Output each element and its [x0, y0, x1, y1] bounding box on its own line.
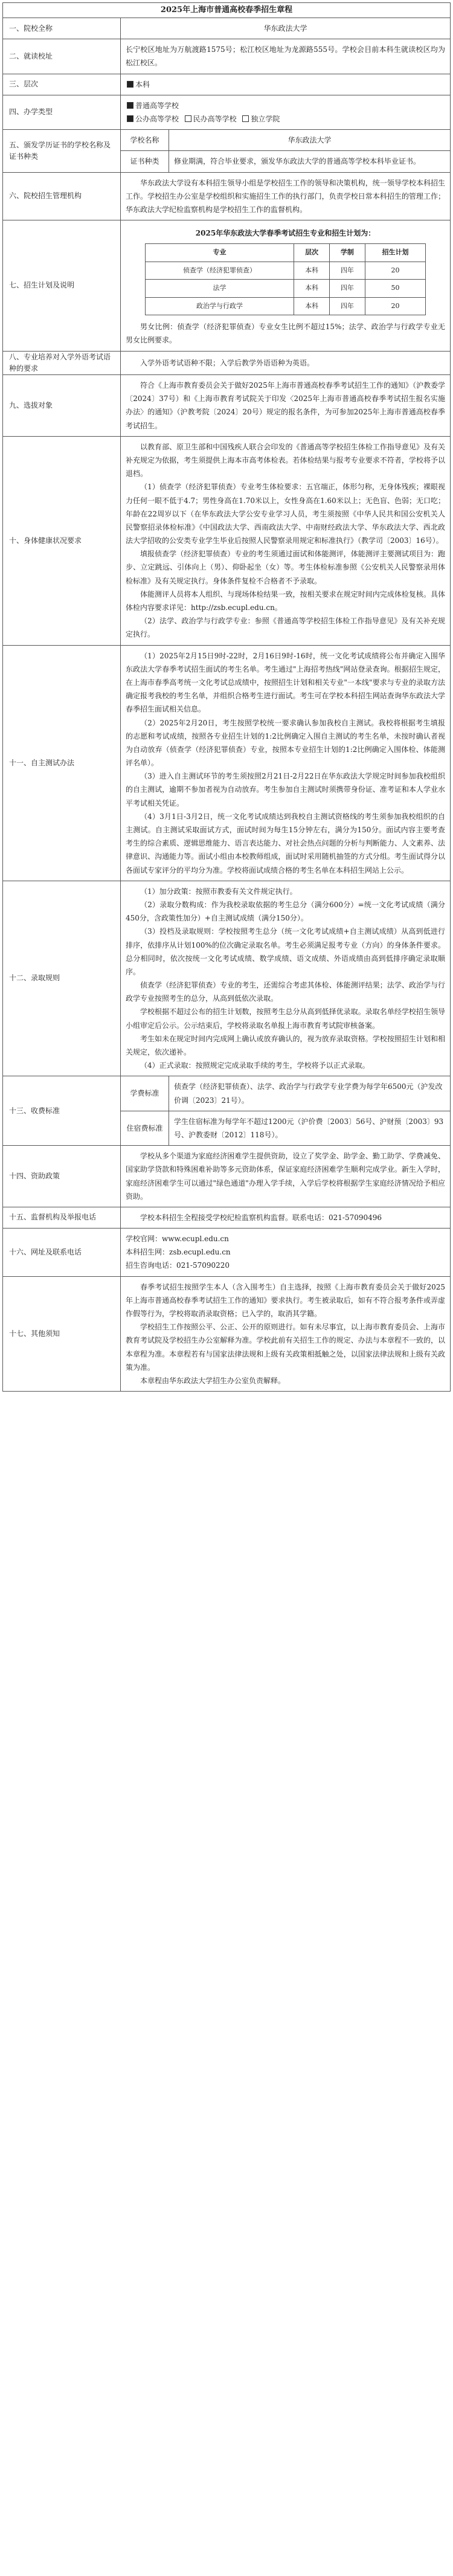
row-certificate [3, 130, 450, 172]
value-selftest [121, 646, 450, 881]
value-supervise [121, 1207, 450, 1228]
other-p3: 本章程由华东政法大学招生办公室负责解释。 [140, 1376, 286, 1385]
value-location [121, 39, 450, 73]
plan-cell: 四年 [329, 297, 365, 315]
table-row [145, 280, 426, 298]
plan-cell: 20 [365, 262, 426, 280]
label-type: 四、办学类型 [3, 95, 121, 129]
label-selftest: 十一、自主测试办法 [3, 646, 121, 881]
checkbox-empty-icon [185, 115, 191, 122]
admission-p2: （2）录取分数构成：作为我校录取依据的考生总分（满分600分）=统一文化考试成绩（满分450分，含政策性加分）+自主测试成绩（满分150分）。 [126, 900, 445, 923]
health-p1: 以教育部、原卫生部和中国残疾人联合会印发的《普通高等学校招生体检工作指导意见》及有关补充规定为依据，考生须提供上海本市高考体检表。若体检结果与报考专业要求不符者，学校将予以退档。 [126, 442, 445, 478]
value-admission [121, 881, 450, 1076]
type-opt3: 民办高等学校 [193, 114, 237, 123]
admin-text: 华东政法大学设有本科招生领导小组是学校招生工作的领导和决策机构，统一领导学校本科招生工作。学校招生办公室是学校组织和实施招生工作的执行部门，负责学校日常本科招生的管理工作；华东政法大学纪检监察机构是学校招生工作的监督机构。 [126, 178, 445, 214]
label-admin: 六、院校招生管理机构 [3, 173, 121, 220]
plan-cell: 法学 [145, 280, 294, 298]
label-aid: 十四、资助政策 [3, 1146, 121, 1207]
selftest-p3: （3）进入自主测试环节的考生须按照2月21日-2月22日在华东政法大学规定时间参加我校组织的自主测试，逾期不参加者视为自动放弃。考生参加自主测试时须携带身份证、准考证和本人学业水平考试相关凭证。 [126, 772, 445, 808]
health-p4: 体能测评人员将本人组织、与现场体检结果一致，按相关要求在规定时间内完成体检复核。具体体检内容要求详见：http://zsb.ecupl.edu.cn。 [126, 589, 445, 612]
plan-header-cell: 学制 [329, 244, 365, 262]
label-school-name: 一、院校全称 [3, 18, 121, 39]
value-fees [121, 1076, 450, 1145]
table-row [145, 262, 426, 280]
cert-kind-value: 修业期满，符合毕业要求，颁发华东政法大学的普通高等学校本科毕业证书。 [174, 157, 421, 166]
plan-cell: 四年 [329, 280, 365, 298]
selftest-p4: （4）3月1日-3月2日，统一文化考试成绩达到我校自主测试资格线的考生须参加我校组织的自主测试。自主测试采取面试方式，面试时间为每生15分钟左右，满分为150分。面试内容主要考查考生的综合素质、逻辑思维能力、语言表达能力、对社会热点问题的分析与判断能力、人文素养、法律意识、沟通能力等。面试小组由本校教师组成，面试时采用随机抽签的方式分组。考生面试得分以各面试专家评分的平均分为准。学校将面试成绩合格的考生名单在本科招生网站上公示。 [126, 812, 445, 875]
label-supervise: 十五、监督机构及举报电话 [3, 1207, 121, 1228]
value-type [121, 95, 450, 129]
row-school-name [3, 18, 450, 39]
label-health: 十、身体健康状况要求 [3, 437, 121, 645]
supervise-text: 学校本科招生全程接受学校纪检监察机构监督。联系电话：021-57090496 [140, 1213, 382, 1222]
plan-cell: 侦查学（经济犯罪侦查） [145, 262, 294, 280]
label-location: 二、就读校址 [3, 39, 121, 73]
row-supervise [3, 1207, 450, 1229]
lodging-label: 住宿费标准 [121, 1111, 169, 1145]
type-opt1: 普通高等学校 [135, 101, 179, 110]
plan-cell: 20 [365, 297, 426, 315]
lodging-value: 学生住宿标准为每学年不超过1200元（沪价费〔2003〕56号、沪财预〔2003〕93号、沪教委财〔2012〕118号）。 [174, 1117, 444, 1139]
row-contact [3, 1229, 450, 1277]
plan-cell: 50 [365, 280, 426, 298]
plan-cell: 本科 [294, 262, 330, 280]
row-plan [3, 220, 450, 352]
plan-table [145, 243, 426, 315]
plan-cell: 本科 [294, 280, 330, 298]
label-fees: 十三、收费标准 [3, 1076, 121, 1145]
label-language: 八、专业培养对入学外语考试语种的要求 [3, 352, 121, 374]
plan-cell: 政治学与行政学 [145, 297, 294, 315]
value-plan [121, 220, 450, 351]
plan-header-cell: 招生计划 [365, 244, 426, 262]
value-certificate [121, 130, 450, 172]
value-other [121, 1277, 450, 1392]
row-health [3, 437, 450, 646]
cert-kind-label: 证书种类 [121, 151, 169, 172]
aid-text: 学校从多个渠道为家庭经济困难学生提供资助，设立了奖学金、助学金、勤工助学、学费减免、国家助学贷款和特殊困难补助等多元资助体系，保证家庭经济困难学生顺利完成学业。新生入学时，家庭经济困难学生可以通过"绿色通道"办理入学手续，入学后学校将根据学生家庭经济情况给予相应资助。 [126, 1152, 445, 1201]
tuition-value: 侦查学（经济犯罪侦查）、法学、政治学与行政学专业学费为每学年6500元（沪发改价调〔2023〕21号）。 [174, 1082, 443, 1105]
value-admin [121, 173, 450, 220]
label-plan: 七、招生计划及说明 [3, 220, 121, 351]
row-location [3, 39, 450, 74]
row-selftest [3, 646, 450, 881]
admission-p7: （4）正式录取：按照规定完成录取手续的考生，学校将予以正式录取。 [140, 1061, 370, 1070]
plan-cell: 本科 [294, 297, 330, 315]
plan-caption: 2025年华东政法大学春季考试招生专业和招生计划为： [195, 229, 376, 238]
label-certificate: 五、颁发学历证书的学校名称及证书种类 [3, 130, 121, 172]
target-text: 符合《上海市教育委员会关于做好2025年上海市普通高校春季考试招生工作的通知》（沪教委学〔2024〕37号）和《上海市教育考试院关于印发〈2025年上海市普通高校春季考试招生报名实施办法〉的通知》（沪教考院〔2024〕20号）规定的报名条件，为可参加2025年上海市普通高校春季考试招生。 [126, 381, 445, 430]
language-text: 入学外语考试语种不限；入学后教学外语语种为英语。 [140, 358, 315, 367]
value-language [121, 352, 450, 374]
admission-p5: 学校根据不超过公布的招生计划数，按照考生总分从高到低择优录取。录取名单经学校招生领导小组审定后公示。公示结束后，学校将录取名单报上海市教育考试院审核备案。 [126, 1007, 445, 1030]
row-level [3, 74, 450, 95]
document-title: 2025年上海市普通高校春季招生章程 [3, 3, 450, 18]
health-p2: （1）侦查学（经济犯罪侦查）专业考生体检要求：五官端正，体形匀称，无身体残疾；裸眼视力任何一眼不低于4.7；男性身高在1.70米以上，女性身高在1.60米以上；无色盲、色弱；无口吃；年龄在22周岁以下（在华东政法大学公安专业学习人员，考生须按照《中华人民共和国公安机关人民警察招录体检标准》《中国政法大学、西南政法大学、中南财经政法大学、华东政法大学、西北政法大学招收的公安类专业学生毕业后按照人民警察录用规定和标准执行》（教学司〔2003〕16号）。 [126, 483, 445, 545]
value-contact [121, 1229, 450, 1276]
admissions-charter-document [2, 2, 451, 1392]
tuition-label: 学费标准 [121, 1076, 169, 1110]
value-health [121, 437, 450, 645]
checkbox-checked-icon [127, 102, 133, 109]
value-level [121, 74, 450, 95]
health-p5: （2）法学、政治学与行政学专业：参照《普通高等学校招生体检工作指导意见》及有关补充规定执行。 [126, 617, 445, 639]
other-p1: 春季考试招生按照学生本人（含入围考生）自主选择，按照《上海市教育委员会关于做好2025年上海市普通高校春季考试招生工作的通知》要求执行。考生被录取后，如有不符合报考条件或弄虚作假等行为，学校将取消录取资格；已入学的，取消其学籍。 [126, 1282, 445, 1318]
label-admission: 十二、录取规则 [3, 881, 121, 1076]
admission-p3: （3）投档及录取规则：学校按照考生总分（统一文化考试成绩+自主测试成绩）从高到低进行排序，依排序从计划100%的位次确定录取名单。考生必须满足报考专业（方向）的身体条件要求。总分相同时，依次按统一文化考试成绩、数学成绩、语文成绩、外语成绩由高到低排序确定录取顺序。 [126, 927, 445, 976]
value-aid [121, 1146, 450, 1207]
row-fees [3, 1076, 450, 1146]
other-p2: 学校招生工作按照公平、公正、公开的原则进行。如有未尽事宜，以上海市教育委员会、上海市教育考试院及学校招生办公室解释为准。学校此前有关招生工作的规定、办法与本章程不一致的，以本章程为准。本章程若有与国家法律法规和上级有关政策相抵触之处，以国家法律法规和上级有关政策为准。 [126, 1323, 445, 1372]
row-aid [3, 1146, 450, 1207]
location-text: 长宁校区地址为万航渡路1575号；松江校区地址为龙源路555号。学校会目前本科生就读校区均为松江校区。 [126, 45, 445, 68]
admission-p6: 考生如未在规定时间内完成网上确认或放弃确认的，视为放弃录取资格。学校按照招生计划和相关规定，依次递补。 [126, 1034, 445, 1056]
row-admission [3, 881, 450, 1077]
row-language [3, 352, 450, 375]
checkbox-checked-icon [127, 81, 133, 88]
plan-header-cell: 层次 [294, 244, 330, 262]
level-text: 本科 [135, 80, 150, 89]
label-target: 九、选拔对象 [3, 375, 121, 436]
plan-header-cell: 专业 [145, 244, 294, 262]
checkbox-empty-icon [242, 115, 249, 122]
plan-header-row [145, 244, 426, 262]
table-row [145, 297, 426, 315]
type-opt4: 独立学院 [251, 114, 280, 123]
row-admin [3, 173, 450, 221]
checkbox-checked-icon [127, 115, 133, 122]
contact-website[interactable]: 学校官网：www.ecupl.edu.cn [126, 1235, 229, 1244]
selftest-p1: （1）2025年2月15日9时-22时，2月16日9时-16时，统一文化考试成绩将公布并确定入围华东政法大学春季考试招生面试的考生名单。考生通过"上海招考热线"网站登录查询。根据招生规定，在上海市春季高考统一文化考试总成绩中，按照招生计划和相关专业"一本线"要求与专业的录取方法确定报考我校的考生名单，并组织合格考生进行面试。考生可在学校本科招生网站查询华东政法大学春季招生面试相关信息。 [126, 651, 445, 714]
health-p3: 填报侦查学（经济犯罪侦查）专业的考生须通过面试和体能测评，体能测评主要测试项目为：跑步、立定跳远、引体向上（男）、仰卧起坐（女）等。考生体检标准参照《公安机关人民警察录用体检标准》及有关规定执行。身体条件复检不合格者不予录取。 [126, 550, 445, 585]
cert-name-value: 华东政法大学 [288, 136, 332, 145]
row-type [3, 95, 450, 130]
contact-admissions-site[interactable]: 本科招生网：zsb.ecupl.edu.cn [126, 1248, 231, 1257]
type-line-2 [126, 112, 445, 126]
plan-cell: 四年 [329, 262, 365, 280]
cert-name-label: 学校名称 [121, 130, 169, 150]
plan-note: 男女比例：侦查学（经济犯罪侦查）专业女生比例不超过15%；法学、政治学与行政学专业无男女比例要求。 [126, 323, 445, 345]
admission-p4: 侦查学（经济犯罪侦查）专业的考生，还需综合考虑其体检、体能测评结果；法学、政治学与行政学专业按照考生的总分，从高到低依次录取。 [126, 981, 445, 1003]
row-target [3, 375, 450, 437]
value-school-name: 华东政法大学 [263, 24, 307, 33]
admission-p1: （1）加分政策：按照市教委有关文件规定执行。 [140, 887, 297, 896]
label-contact: 十六、网址及联系电话 [3, 1229, 121, 1276]
row-other [3, 1277, 450, 1392]
value-target [121, 375, 450, 436]
contact-phone: 招生咨询电话：021-57090220 [126, 1261, 230, 1270]
type-opt2: 公办高等学校 [135, 114, 179, 123]
selftest-p2: （2）2025年2月20日，考生按照学校统一要求确认参加我校自主测试。我校将根据考生填报的志愿和考试成绩，按照各专业招生计划的1:2比例确定入围自主测试的考生名单，未按时确认者视为自动放弃（侦查学（经济犯罪侦查）专业，按照本专业招生计划的1:2比例确定入围体检、体能测评名单）。 [126, 718, 445, 768]
type-line-1 [126, 99, 445, 112]
label-level: 三、层次 [3, 74, 121, 95]
label-other: 十七、其他须知 [3, 1277, 121, 1392]
